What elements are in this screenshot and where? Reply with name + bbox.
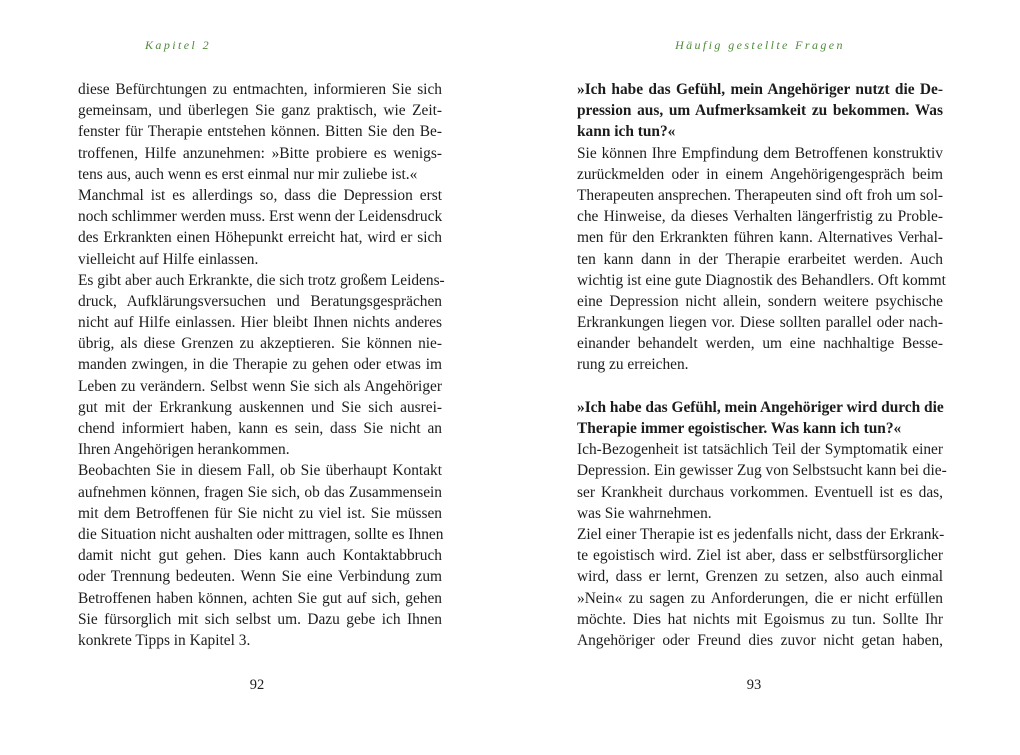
text-line: was Sie wahrnehmen. — [577, 504, 712, 522]
text-line: mit dem Betroffenen für Sie nicht zu viel ist. Sie müssen — [78, 504, 442, 522]
question-heading-line: Therapie immer egoistischer. Was kann ich tun?« — [577, 420, 902, 437]
text-line: konkrete Tipps in Kapitel 3. — [78, 631, 251, 649]
text-line: die Situation nicht aushalten oder mittragen, sollte es Ihnen — [78, 525, 444, 543]
left-page — [78, 0, 445, 755]
text-line: oder Trennung bedeuten. Wenn Sie eine Verbindung zum — [78, 568, 442, 586]
text-line: diese Befürchtungen zu entmachten, informieren Sie sich — [78, 81, 442, 98]
right-page — [577, 0, 947, 755]
text-line: noch schlimmer werden muss. Erst wenn der Leidensdruck — [78, 208, 443, 226]
right-page-body — [577, 79, 947, 651]
running-head-right: Häufig gestellte Fragen — [675, 38, 845, 52]
text-line: des Erkrankten einen Höhepunkt erreicht hat, wird er sich — [78, 229, 442, 247]
text-line: manden zwingen, in die Therapie zu gehen oder etwas im — [78, 356, 442, 374]
text-line: Depression. Ein gewisser Zug von Selbstsucht kann bei die- — [577, 462, 947, 480]
text-line: gemeinsam, und überlegen Sie ganz praktisch, wie Zeit- — [78, 102, 442, 120]
text-line: eine Depression nicht allein, sondern weitere psychische — [577, 292, 943, 310]
text-line: Angehöriger oder Freund dies zuvor nicht getan haben, — [577, 631, 943, 649]
text-line: Sie können Ihre Empfindung dem Betroffenen konstruktiv — [577, 144, 943, 162]
text-line: che Hinweise, da dieses Verhalten längerfristig zu Proble- — [577, 208, 943, 226]
text-line: aufnehmen können, fragen Sie sich, ob das Zusammensein — [78, 483, 442, 501]
question-heading-line: kann ich tun?« — [577, 123, 676, 141]
paragraph-spacer — [577, 376, 943, 397]
text-line: men für den Erkrankten führen kann. Alternatives Verhal- — [577, 229, 943, 247]
text-line: Erkrankungen liegen vor. Diese sollten parallel oder nach- — [577, 314, 943, 332]
running-head-left: Kapitel 2 — [145, 38, 211, 52]
text-line: Es gibt aber auch Erkrankte, die sich trotz großem Leidens- — [78, 271, 445, 289]
text-line: Therapeuten ansprechen. Therapeuten sind oft froh um sol- — [577, 186, 943, 204]
text-line: ten kann dann in der Therapie erarbeitet werden. Auch — [577, 250, 943, 268]
text-line: Manchmal ist es allerdings so, dass die Depression erst — [78, 186, 442, 204]
text-line: »Nein« zu sagen zu Anforderungen, die er nicht erfüllen — [577, 589, 943, 607]
text-line: Betroffenen haben können, achten Sie gut auf sich, gehen — [78, 589, 442, 607]
text-line: nicht auf Hilfe einlassen. Hier bleibt Ihnen nichts anderes — [78, 314, 442, 332]
text-line: damit nicht gut gehen. Dies kann auch Kontaktabbruch — [78, 547, 442, 565]
text-line: tens aus, auch wenn es erst einmal nur mir zuliebe ist.« — [78, 165, 418, 183]
text-line: Beobachten Sie in diesem Fall, ob Sie überhaupt Kontakt — [78, 462, 442, 480]
text-line: übrig, als diese Grenzen zu akzeptieren. Sie können nie- — [78, 335, 442, 353]
question-heading-line: »Ich habe das Gefühl, mein Angehöriger nutzt die De- — [577, 81, 943, 98]
text-line: Ihren Angehörigen herankommen. — [78, 441, 290, 459]
text-line: einander behandelt werden, um eine nachhaltige Besse- — [577, 335, 943, 353]
text-line: Ich-Bezogenheit ist tatsächlich Teil der Symptomatik einer — [577, 441, 943, 459]
text-line: ser Krankheit durchaus vorkommen. Eventuell ist es das, — [577, 483, 943, 501]
text-line: gut mit der Erkrankung auskennen und Sie sich ausrei- — [78, 398, 442, 416]
text-line: möchte. Dies hat nichts mit Egoismus zu tun. Sollte Ihr — [577, 610, 943, 628]
text-line: te egoistisch wird. Ziel ist aber, dass er selbstfürsorglicher — [577, 547, 943, 565]
left-page-body — [78, 79, 445, 651]
text-line: chend informiert haben, kann es sein, dass Sie nicht an — [78, 420, 442, 437]
text-line: vielleicht auf Hilfe einlassen. — [78, 250, 259, 268]
text-line: Sie fürsorglich mit sich selbst um. Dazu gebe ich Ihnen — [78, 610, 442, 628]
text-line: fenster für Therapie entstehen können. Bitten Sie den Be- — [78, 123, 442, 141]
text-line: wichtig ist eine gute Diagnostik des Behandlers. Oft kommt — [577, 271, 946, 289]
text-line: rung zu erreichen. — [577, 356, 689, 374]
text-line: druck, Aufklärungsversuchen und Beratungsgesprächen — [78, 292, 442, 310]
text-line: Leben zu verändern. Selbst wenn Sie sich als Angehöriger — [78, 377, 442, 395]
text-line: Ziel einer Therapie ist es jedenfalls nicht, dass der Erkrank- — [577, 525, 945, 543]
text-line: wird, dass er lernt, Grenzen zu setzen, also auch einmal — [577, 568, 943, 586]
text-line: zurückmelden oder in einem Angehörigengespräch beim — [577, 165, 943, 183]
text-line: troffenen, Hilfe anzunehmen: »Bitte probiere es wenigs- — [78, 144, 442, 162]
page-number-right: 93 — [746, 677, 762, 693]
question-heading-line: »Ich habe das Gefühl, mein Angehöriger wird durch die — [577, 398, 944, 416]
page-number-left: 92 — [249, 677, 265, 693]
question-heading-line: pression aus, um Aufmerksamkeit zu bekommen. Was — [577, 102, 943, 120]
